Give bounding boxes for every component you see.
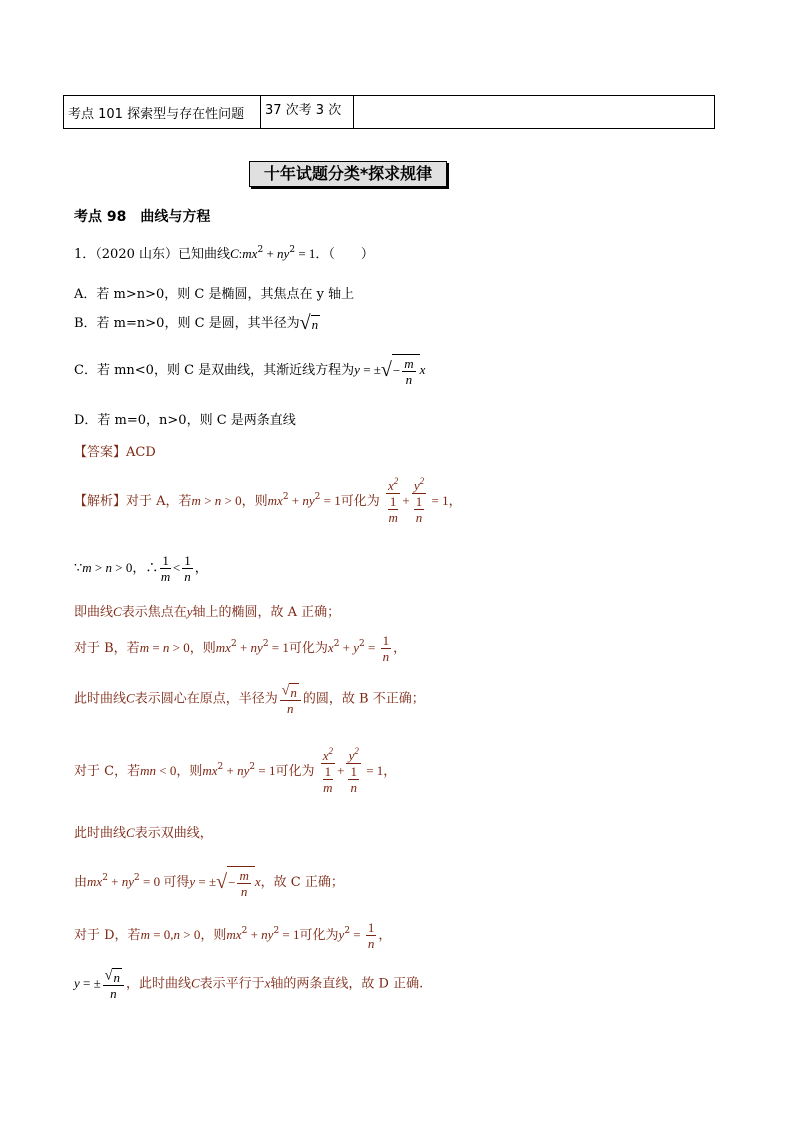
question-stem: 1．（2020 山东）已知曲线$C:mx^2 + ny^2 = 1$．（ ） [74, 245, 374, 262]
table-cell-count: 37 次考 3 次 [261, 96, 354, 129]
analysis-line-3: 即曲线C表示焦点在y轴上的椭圆，故 A 正确； [74, 604, 341, 620]
option-b-text: B．若 m=n>0，则 C 是圆，其半径为 [74, 316, 300, 331]
section-title: 考点 98 曲线与方程 [74, 209, 211, 225]
analysis-line-2: ∵m > n > 0，∴ $\frac{1}{m}$ < $\frac{1}{n}$ ， [74, 553, 208, 584]
option-d: D．若 m=0，n>0，则 C 是两条直线 [74, 413, 296, 428]
analysis-line-4: 对于 B，若m = n > 0，则$mx^2 + ny^2 = 1$可化为$x^2 + y^2$ = $\frac{1}{n}$ ， [74, 633, 407, 664]
question-prefix: 1．（2020 山东）已知曲线 [74, 247, 230, 262]
option-c-text: C．若 mn<0，则 C 是双曲线，其渐近线方程为 [74, 363, 355, 378]
analysis-line-9: 对于 D，若m = 0,n > 0，则$mx^2 + ny^2 = 1$可化为$y^2$ = $\frac{1}{n}$ ， [74, 920, 392, 951]
analysis-tag: 【解析】 [74, 494, 127, 509]
table-cell-topic: 考点 101 探索型与存在性问题 [64, 96, 261, 129]
analysis-line-1: 【解析】对于 A，若m > n > 0，则$mx^2 + ny^2 = 1$可化为 $\frac{x^2}{\frac{1}{m}}$ + $\frac{y^2}{\frac{1}{n}}$ = 1， [74, 476, 462, 525]
table-cell-empty [354, 96, 715, 129]
analysis-line-8: 由$mx^2 + ny^2 = 0$ 可得y = ±√− $\frac{m}{n}$ x，故 C 正确； [74, 868, 344, 899]
table-row [64, 96, 715, 129]
analysis-line-6: 对于 C，若mn < 0，则$mx^2 + ny^2 = 1$可化为 $\frac{x^2}{\frac{1}{m}}$ + $\frac{y^2}{\frac{1}{n}}$ = 1， [74, 746, 397, 795]
option-b: B．若 m=n>0，则 C 是圆，其半径为√n [74, 312, 319, 334]
analysis-line-5: 此时曲线C表示圆心在原点，半径为 $\frac{√n}{n}$ 的圆，故 B 不正确； [74, 683, 425, 716]
summary-table [63, 95, 715, 129]
section-banner: 十年试题分类*探求规律 [249, 161, 447, 187]
option-a: A．若 m>n>0，则 C 是椭圆，其焦点在 y 轴上 [74, 287, 355, 302]
analysis-line-10: y = ± $\frac{√n}{n}$ ，此时曲线C表示平行于x轴的两条直线，故 D 正确. [74, 968, 424, 1001]
analysis-line-7: 此时曲线C表示双曲线， [74, 825, 213, 841]
option-c: C．若 mn<0，则 C 是双曲线，其渐近线方程为y = ±√− $\frac{m}{n}$ x [74, 356, 426, 387]
answer: 【答案】ACD [74, 445, 156, 460]
